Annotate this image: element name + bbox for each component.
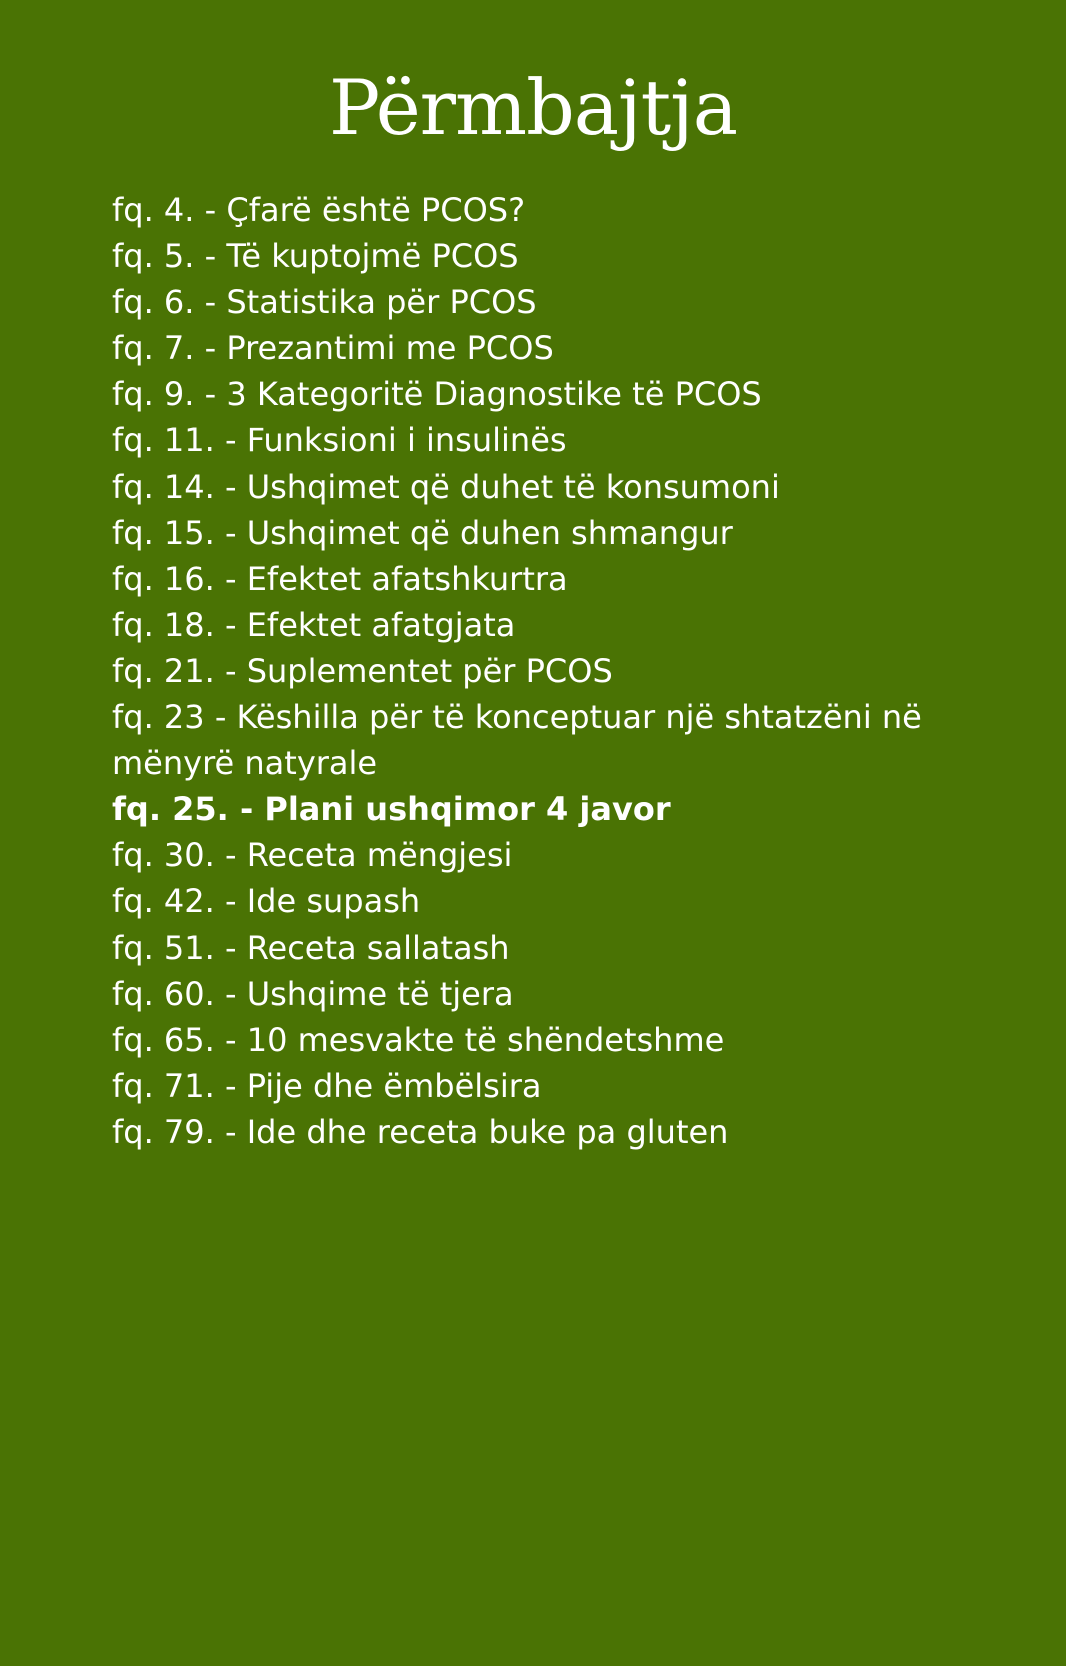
toc-item: fq. 18. - Efektet afatgjata bbox=[112, 605, 516, 644]
page-title: Përmbajtja bbox=[328, 63, 738, 152]
toc-item: fq. 30. - Receta mëngjesi bbox=[112, 836, 513, 875]
toc-item: fq. 4. - Çfarë është PCOS? bbox=[112, 191, 526, 229]
toc-item: fq. 9. - 3 Kategoritë Diagnostike të PCOS bbox=[112, 375, 762, 414]
toc-item: fq. 7. - Prezantimi me PCOS bbox=[112, 329, 554, 368]
toc-item: fq. 23 - Këshilla për të konceptuar një shtatzëni në mënyrë natyrale bbox=[112, 698, 922, 783]
toc-list bbox=[112, 187, 972, 1155]
toc-item: fq. 79. - Ide dhe receta buke pa gluten bbox=[112, 1112, 729, 1151]
toc-item: fq. 21. - Suplementet për PCOS bbox=[112, 651, 613, 690]
toc-item: fq. 14. - Ushqimet që duhet të konsumoni bbox=[112, 467, 780, 506]
toc-item: fq. 51. - Receta sallatash bbox=[112, 928, 510, 967]
toc-item: fq. 65. - 10 mesvakte të shëndetshme bbox=[112, 1020, 725, 1059]
toc-item: fq. 42. - Ide supash bbox=[112, 882, 421, 921]
toc-item: fq. 5. - Të kuptojmë PCOS bbox=[112, 237, 519, 276]
toc-item: fq. 11. - Funksioni i insulinës bbox=[112, 421, 567, 460]
toc-item: fq. 71. - Pije dhe ëmbëlsira bbox=[112, 1066, 542, 1105]
toc-item: fq. 25. - Plani ushqimor 4 javor bbox=[112, 790, 671, 829]
toc-item: fq. 6. - Statistika për PCOS bbox=[112, 283, 537, 322]
toc-item: fq. 60. - Ushqime të tjera bbox=[112, 974, 514, 1013]
toc-item: fq. 15. - Ushqimet që duhen shmangur bbox=[112, 513, 733, 552]
toc-item: fq. 16. - Efektet afatshkurtra bbox=[112, 559, 568, 598]
